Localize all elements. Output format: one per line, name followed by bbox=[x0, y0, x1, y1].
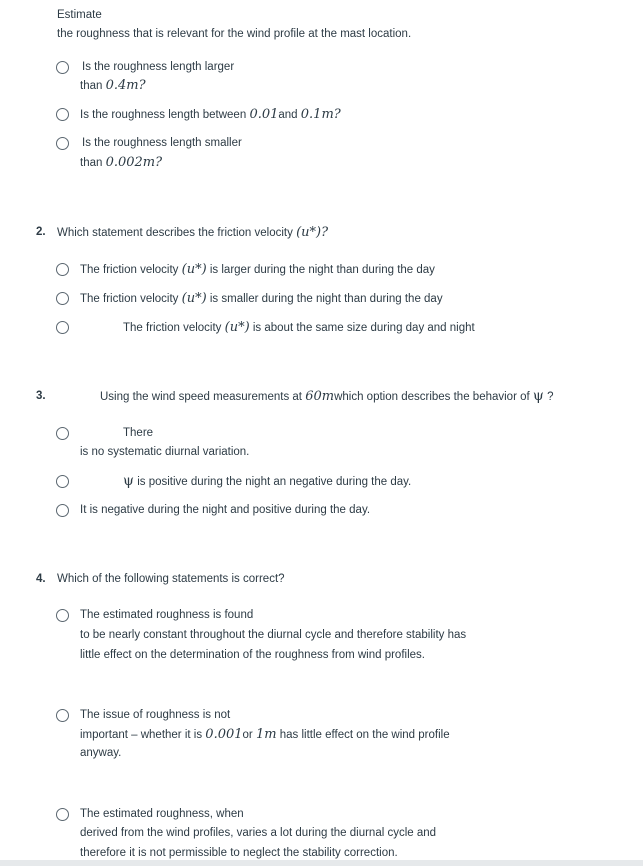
q2-option-3-radio[interactable] bbox=[56, 321, 69, 334]
q1-option-a-line2: than 0.4m? bbox=[80, 78, 146, 93]
q1-intro-line1: Estimate bbox=[57, 9, 102, 21]
q1-option-a-radio[interactable] bbox=[56, 61, 69, 74]
q2-option-1-text: The friction velocity (u*) is larger during the night than during the day bbox=[80, 262, 435, 277]
q2-option-2-text: The friction velocity (u*) is smaller during the night than during the day bbox=[80, 291, 443, 306]
q1-option-a-line1: Is the roughness length larger bbox=[82, 61, 235, 73]
q1-option-c-line1: Is the roughness length smaller bbox=[82, 137, 242, 149]
q1-intro-line2: the roughness that is relevant for the wind profile at the mast location. bbox=[57, 28, 412, 40]
q4-option-a-line3: little effect on the determination of the roughness from wind profiles. bbox=[80, 649, 425, 661]
q3-option-b-radio[interactable] bbox=[56, 475, 69, 488]
q4-option-a-radio[interactable] bbox=[56, 609, 69, 622]
q4-option-b-line3: anyway. bbox=[80, 747, 122, 759]
q4-option-c-line3: therefore it is not permissible to neglect the stability correction. bbox=[80, 847, 398, 859]
q3-number: 3. bbox=[36, 390, 46, 402]
q4-option-b-line2: important – whether it is 0.001or 1m has little effect on the wind profile bbox=[80, 727, 450, 742]
q3-option-a-radio[interactable] bbox=[56, 427, 69, 440]
q3-question: Using the wind speed measurements at 60mwhich option describes the behavior of ψ ? bbox=[100, 388, 554, 404]
q4-option-a-line1: The estimated roughness is found bbox=[80, 609, 254, 621]
q2-question: Which statement describes the friction velocity (u*)? bbox=[57, 225, 329, 240]
q2-option-3-text: The friction velocity (u*) is about the same size during day and night bbox=[123, 320, 475, 335]
q1-option-b-radio[interactable] bbox=[56, 108, 69, 121]
bottom-scroll-edge bbox=[0, 860, 643, 866]
q4-question: Which of the following statements is correct? bbox=[57, 573, 285, 585]
q3-option-a-line2: is no systematic diurnal variation. bbox=[80, 446, 250, 458]
q4-option-c-radio[interactable] bbox=[56, 808, 69, 821]
q3-option-a-line1: There bbox=[123, 427, 154, 439]
q2-option-1-radio[interactable] bbox=[56, 263, 69, 276]
q1-option-b-text: Is the roughness length between 0.01and 0.1m? bbox=[80, 107, 341, 122]
q2-number: 2. bbox=[36, 226, 46, 238]
q4-option-b-radio[interactable] bbox=[56, 709, 69, 722]
q4-option-a-line2: to be nearly constant throughout the diurnal cycle and therefore stability has bbox=[80, 629, 467, 641]
q3-option-b-text: ψ is positive during the night an negative during the day. bbox=[123, 473, 412, 489]
q4-number: 4. bbox=[36, 573, 46, 585]
q3-option-c-radio[interactable] bbox=[56, 504, 69, 517]
q1-option-c-line2: than 0.002m? bbox=[80, 155, 163, 170]
q4-option-b-line1: The issue of roughness is not bbox=[80, 709, 231, 721]
q2-option-2-radio[interactable] bbox=[56, 292, 69, 305]
q4-option-c-line1: The estimated roughness, when bbox=[80, 808, 244, 820]
q1-option-c-radio[interactable] bbox=[56, 137, 69, 150]
q3-option-c-text: It is negative during the night and positive during the day. bbox=[80, 504, 371, 516]
q4-option-c-line2: derived from the wind profiles, varies a lot during the diurnal cycle and bbox=[80, 827, 437, 839]
